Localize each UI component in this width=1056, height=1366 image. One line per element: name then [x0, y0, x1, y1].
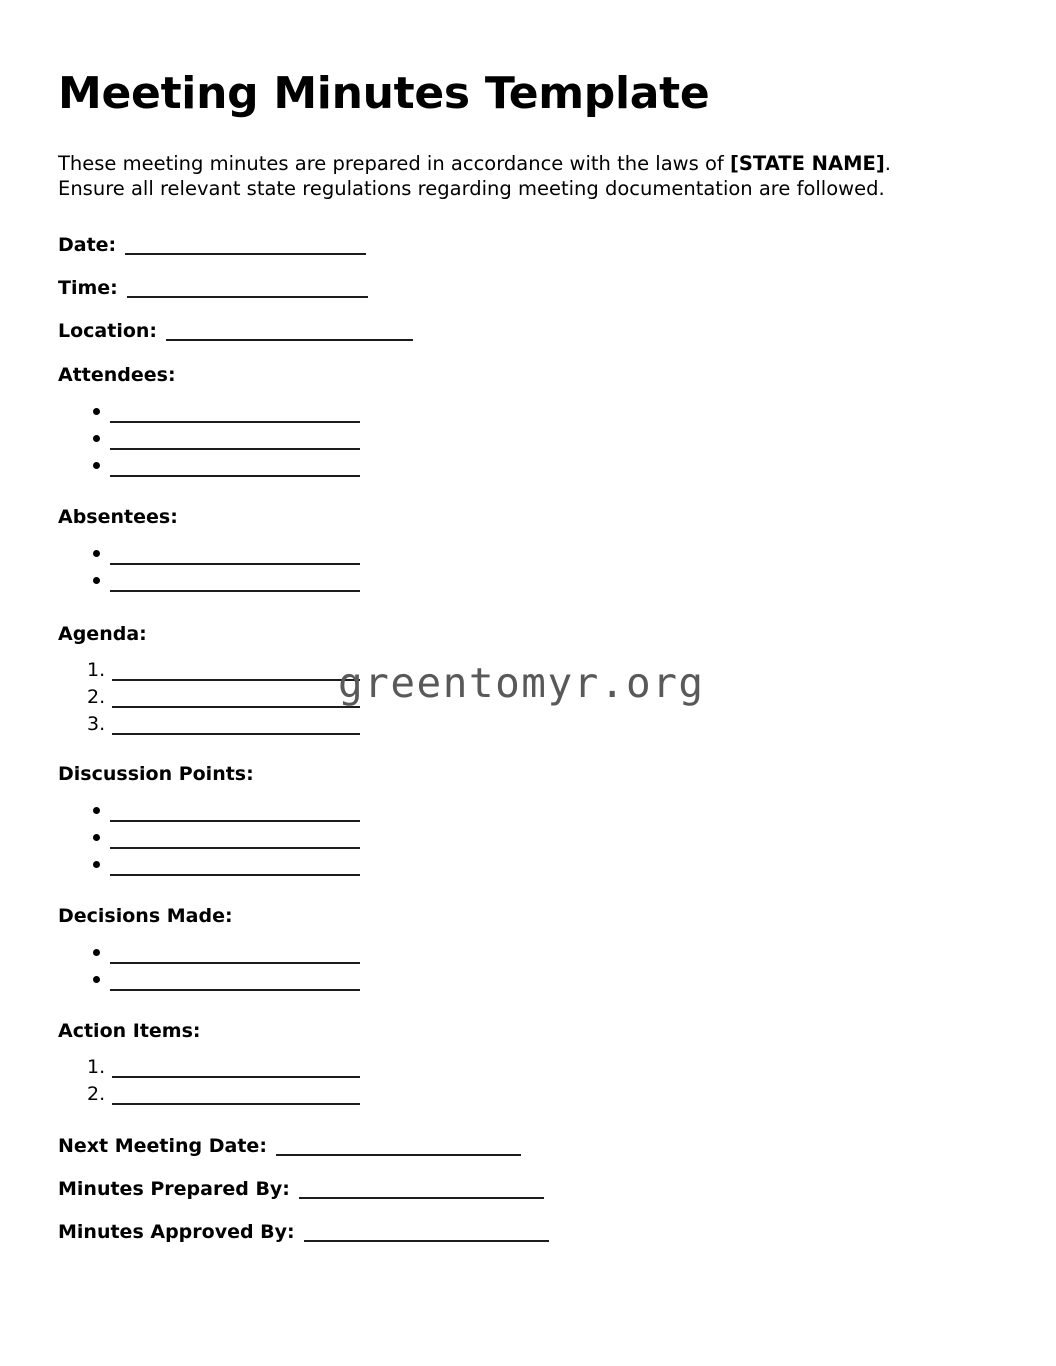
blank-rule[interactable]: [110, 847, 360, 849]
field-minutes-approved-by-blank[interactable]: [304, 1240, 549, 1242]
list-item[interactable]: [58, 970, 988, 997]
field-next-meeting-date-label: Next Meeting Date:: [58, 1135, 267, 1157]
bullet-icon: [93, 408, 100, 415]
bullet-icon: [93, 577, 100, 584]
field-location-blank[interactable]: [166, 339, 413, 341]
bullet-icon: [93, 834, 100, 841]
bullet-icon: [93, 976, 100, 983]
field-location: [58, 299, 988, 342]
list-item[interactable]: [58, 429, 988, 456]
list-item[interactable]: [58, 571, 988, 598]
intro-text-before: These meeting minutes are prepared in accordance with the laws of: [58, 152, 730, 175]
field-date-label: Date:: [58, 234, 117, 256]
blank-rule[interactable]: [110, 962, 360, 964]
field-minutes-prepared-by-label: Minutes Prepared By:: [58, 1178, 290, 1200]
section-heading-discussion-points: Discussion Points:: [58, 763, 254, 785]
field-next-meeting-date-blank[interactable]: [276, 1154, 521, 1156]
list-item[interactable]: [58, 713, 988, 740]
list-item[interactable]: [58, 1083, 988, 1110]
blank-rule[interactable]: [112, 679, 360, 681]
field-location-label: Location:: [58, 320, 158, 342]
field-date-blank[interactable]: [125, 253, 366, 255]
bullet-icon: [93, 462, 100, 469]
field-time-blank[interactable]: [127, 296, 368, 298]
list-item[interactable]: [58, 686, 988, 713]
list-item[interactable]: [58, 855, 988, 882]
bullet-icon: [93, 435, 100, 442]
list-item[interactable]: [58, 659, 988, 686]
state-name-placeholder: [STATE NAME]: [729, 152, 885, 175]
list-item[interactable]: [58, 801, 988, 828]
field-next-meeting-date: [58, 1110, 988, 1157]
list-item[interactable]: [58, 828, 988, 855]
document-body: [58, 0, 988, 1243]
list-number: 2.: [87, 1083, 106, 1105]
discussion-points-list: [58, 785, 988, 882]
list-item[interactable]: [58, 1056, 988, 1083]
field-time: [58, 256, 988, 299]
blank-rule[interactable]: [112, 1103, 360, 1105]
blank-rule[interactable]: [110, 563, 360, 565]
field-minutes-approved-by-label: Minutes Approved By:: [58, 1221, 295, 1243]
absentees-list: [58, 528, 988, 598]
agenda-list: [58, 645, 988, 740]
bullet-icon: [93, 949, 100, 956]
blank-rule[interactable]: [110, 874, 360, 876]
field-date: [58, 201, 988, 256]
page-title: Meeting Minutes Template: [58, 68, 710, 119]
blank-rule[interactable]: [110, 989, 360, 991]
intro-paragraph: [58, 116, 958, 201]
blank-rule[interactable]: [110, 448, 360, 450]
section-heading-attendees: Attendees:: [58, 364, 176, 386]
attendees-list: [58, 386, 988, 483]
blank-rule[interactable]: [110, 820, 360, 822]
intro-text-after: . Ensure all relevant state regulations regarding meeting documentation are followed.: [58, 152, 891, 200]
bullet-icon: [93, 861, 100, 868]
list-number: 3.: [87, 713, 106, 735]
blank-rule[interactable]: [112, 706, 360, 708]
blank-rule[interactable]: [110, 421, 360, 423]
blank-rule[interactable]: [112, 733, 360, 735]
field-time-label: Time:: [58, 277, 118, 299]
list-number: 1.: [87, 1056, 106, 1078]
list-item[interactable]: [58, 456, 988, 483]
list-item[interactable]: [58, 544, 988, 571]
list-item[interactable]: [58, 402, 988, 429]
blank-rule[interactable]: [112, 1076, 360, 1078]
list-item[interactable]: [58, 943, 988, 970]
blank-rule[interactable]: [110, 590, 360, 592]
section-heading-agenda: Agenda:: [58, 623, 147, 645]
action-items-list: [58, 1042, 988, 1110]
list-number: 1.: [87, 659, 106, 681]
section-heading-absentees: Absentees:: [58, 506, 178, 528]
field-minutes-approved-by: [58, 1200, 988, 1243]
section-heading-action-items: Action Items:: [58, 1020, 201, 1042]
field-minutes-prepared-by: [58, 1157, 988, 1200]
bullet-icon: [93, 550, 100, 557]
list-number: 2.: [87, 686, 106, 708]
site-watermark: greentomyr.org: [338, 659, 705, 707]
section-heading-decisions-made: Decisions Made:: [58, 905, 233, 927]
field-minutes-prepared-by-blank[interactable]: [299, 1197, 544, 1199]
decisions-made-list: [58, 927, 988, 997]
blank-rule[interactable]: [110, 475, 360, 477]
bullet-icon: [93, 807, 100, 814]
